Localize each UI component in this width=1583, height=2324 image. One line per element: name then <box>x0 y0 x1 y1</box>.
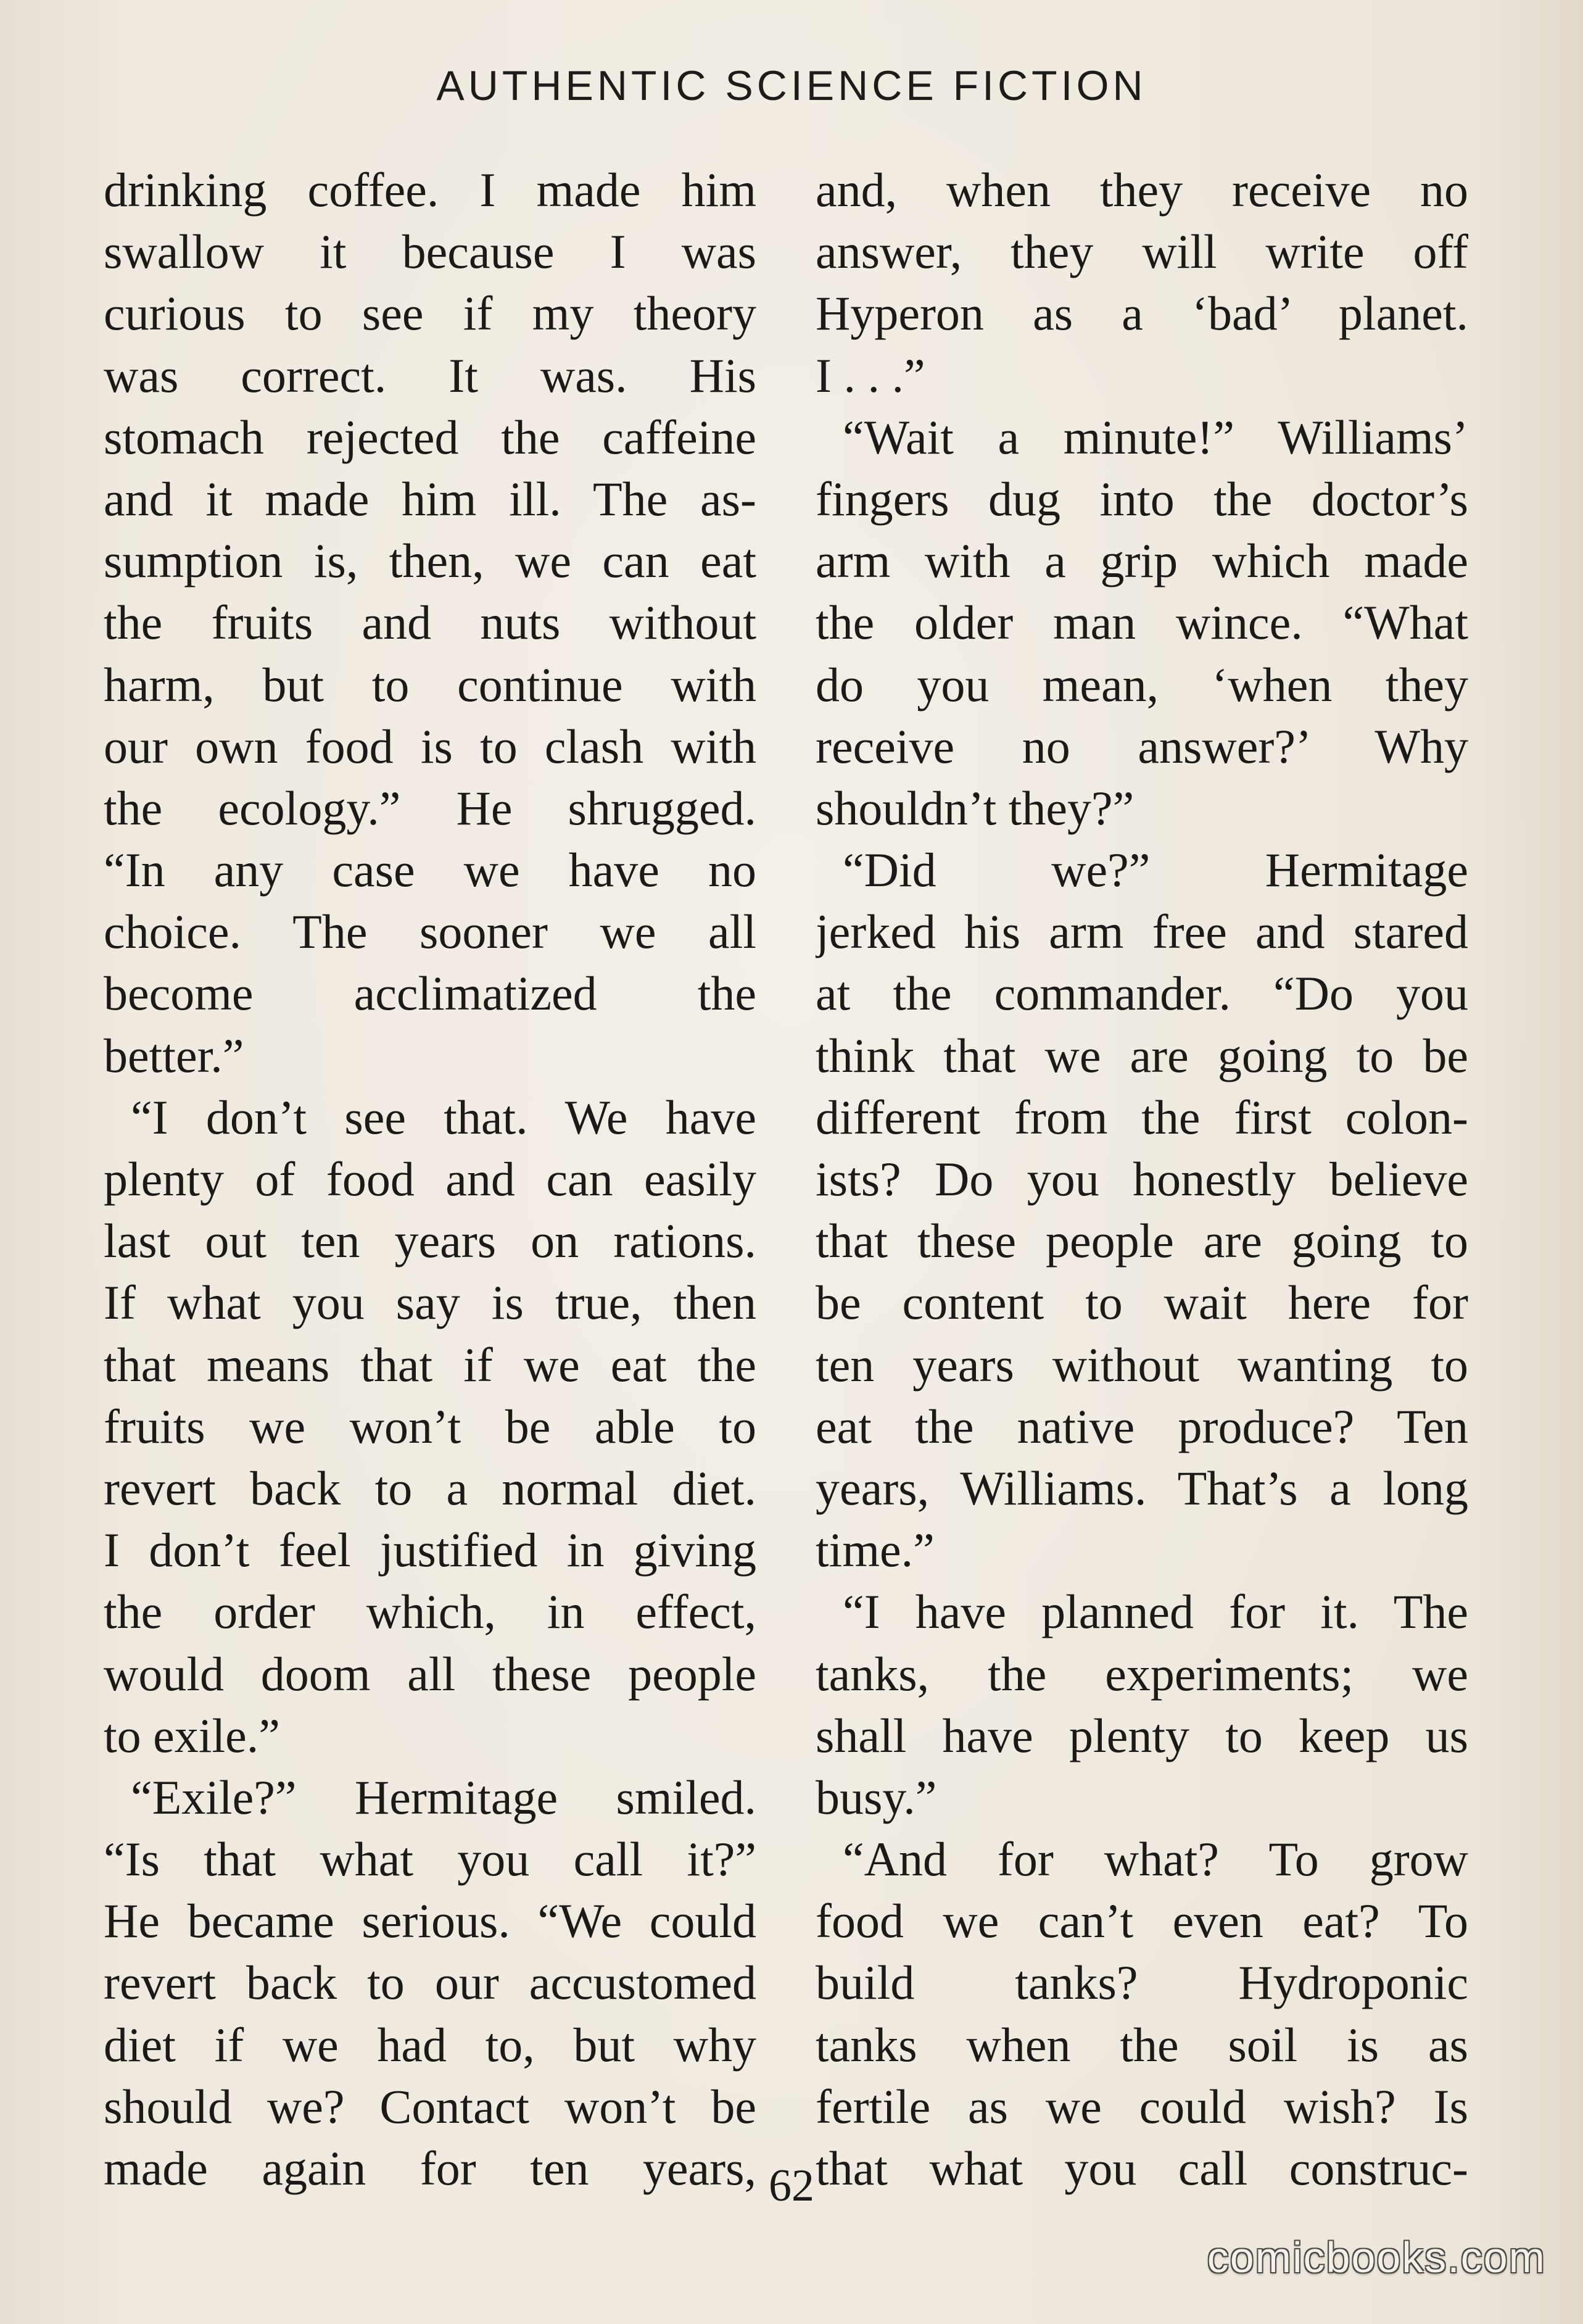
text-line: fingers dug into the doctor’s <box>816 471 1468 526</box>
text-line: “I have planned for it. The <box>843 1585 1468 1639</box>
text-line: tanks, the experiments; we <box>816 1646 1468 1701</box>
text-line: think that we are going to be <box>816 1028 1468 1082</box>
text-line: tanks when the soil is as <box>816 2017 1468 2072</box>
text-line: to exile.” <box>104 1708 280 1762</box>
text-line: at the commander. “Do you <box>816 966 1468 1021</box>
text-column-right <box>816 159 1468 2199</box>
text-line: He became serious. “We could <box>104 1894 756 1948</box>
text-line: arm with a grip which made <box>816 534 1468 588</box>
text-line: that means that if we eat the <box>104 1337 756 1392</box>
text-line: should we? Contact won’t be <box>104 2079 756 2133</box>
text-line: better.” <box>104 1028 244 1082</box>
text-line: years, Williams. That’s a long <box>816 1461 1468 1515</box>
text-line: time.” <box>816 1523 935 1577</box>
text-line: that what you call construc- <box>816 2141 1468 2195</box>
text-line: choice. The sooner we all <box>104 905 756 959</box>
text-line: I don’t feel justified in giving <box>104 1523 756 1577</box>
text-line: harm, but to continue with <box>104 657 756 712</box>
text-line: swallow it because I was <box>104 225 756 279</box>
text-line: the order which, in effect, <box>104 1585 756 1639</box>
text-line: plenty of food and can easily <box>104 1152 756 1206</box>
text-line: last out ten years on rations. <box>104 1214 756 1268</box>
text-line: be content to wait here for <box>816 1276 1468 1330</box>
text-line: eat the native produce? Ten <box>816 1399 1468 1453</box>
text-line: become acclimatized the <box>104 966 756 1021</box>
text-line: was correct. It was. His <box>104 348 756 402</box>
text-line: our own food is to clash with <box>104 719 756 773</box>
text-line: “Is that what you call it?” <box>104 1832 756 1886</box>
text-line: fertile as we could wish? Is <box>816 2079 1468 2133</box>
text-line: and it made him ill. The as- <box>104 471 756 526</box>
text-line: and, when they receive no <box>816 163 1468 217</box>
text-line: shouldn’t they?” <box>816 781 1135 835</box>
text-line: the ecology.” He shrugged. <box>104 781 756 835</box>
text-line: “In any case we have no <box>104 843 756 897</box>
text-line: “And for what? To grow <box>843 1832 1468 1886</box>
text-line: revert back to our accustomed <box>104 1956 756 2010</box>
text-line: the older man wince. “What <box>816 596 1468 650</box>
text-line: “Wait a minute!” Williams’ <box>843 410 1468 464</box>
text-line: ists? Do you honestly believe <box>816 1152 1468 1206</box>
text-line: food we can’t even eat? To <box>816 1894 1468 1948</box>
text-line: “Did we?” Hermitage <box>843 843 1468 897</box>
text-line: receive no answer?’ Why <box>816 719 1468 773</box>
running-header: AUTHENTIC SCIENCE FICTION <box>436 62 1147 109</box>
text-line: curious to see if my theory <box>104 286 756 341</box>
text-line: made again for ten years, <box>104 2141 756 2195</box>
text-line: fruits we won’t be able to <box>104 1399 756 1453</box>
text-line: I . . .” <box>816 348 925 402</box>
page-number: 62 <box>769 2160 814 2211</box>
text-line: sumption is, then, we can eat <box>104 534 756 588</box>
text-line: build tanks? Hydroponic <box>816 1956 1468 2010</box>
text-line: that these people are going to <box>816 1214 1468 1268</box>
text-column-left <box>104 159 756 2199</box>
text-line: stomach rejected the caffeine <box>104 410 756 464</box>
text-line: “I don’t see that. We have <box>131 1090 756 1144</box>
text-line: “Exile?” Hermitage smiled. <box>131 1770 756 1824</box>
text-line: If what you say is true, then <box>104 1276 756 1330</box>
watermark-logo: comicbooks.com <box>1207 2233 1546 2281</box>
text-line: jerked his arm free and stared <box>816 905 1468 959</box>
text-line: ten years without wanting to <box>816 1337 1468 1392</box>
text-line: revert back to a normal diet. <box>104 1461 756 1515</box>
text-line: busy.” <box>816 1770 937 1824</box>
text-line: would doom all these people <box>104 1646 756 1701</box>
text-line: the fruits and nuts without <box>104 596 756 650</box>
text-line: different from the first colon- <box>816 1090 1468 1144</box>
text-line: drinking coffee. I made him <box>104 163 756 217</box>
text-line: answer, they will write off <box>816 225 1468 279</box>
text-line: diet if we had to, but why <box>104 2017 756 2072</box>
text-line: Hyperon as a ‘bad’ planet. <box>816 286 1468 341</box>
text-line: do you mean, ‘when they <box>816 657 1468 712</box>
text-line: shall have plenty to keep us <box>816 1708 1468 1762</box>
